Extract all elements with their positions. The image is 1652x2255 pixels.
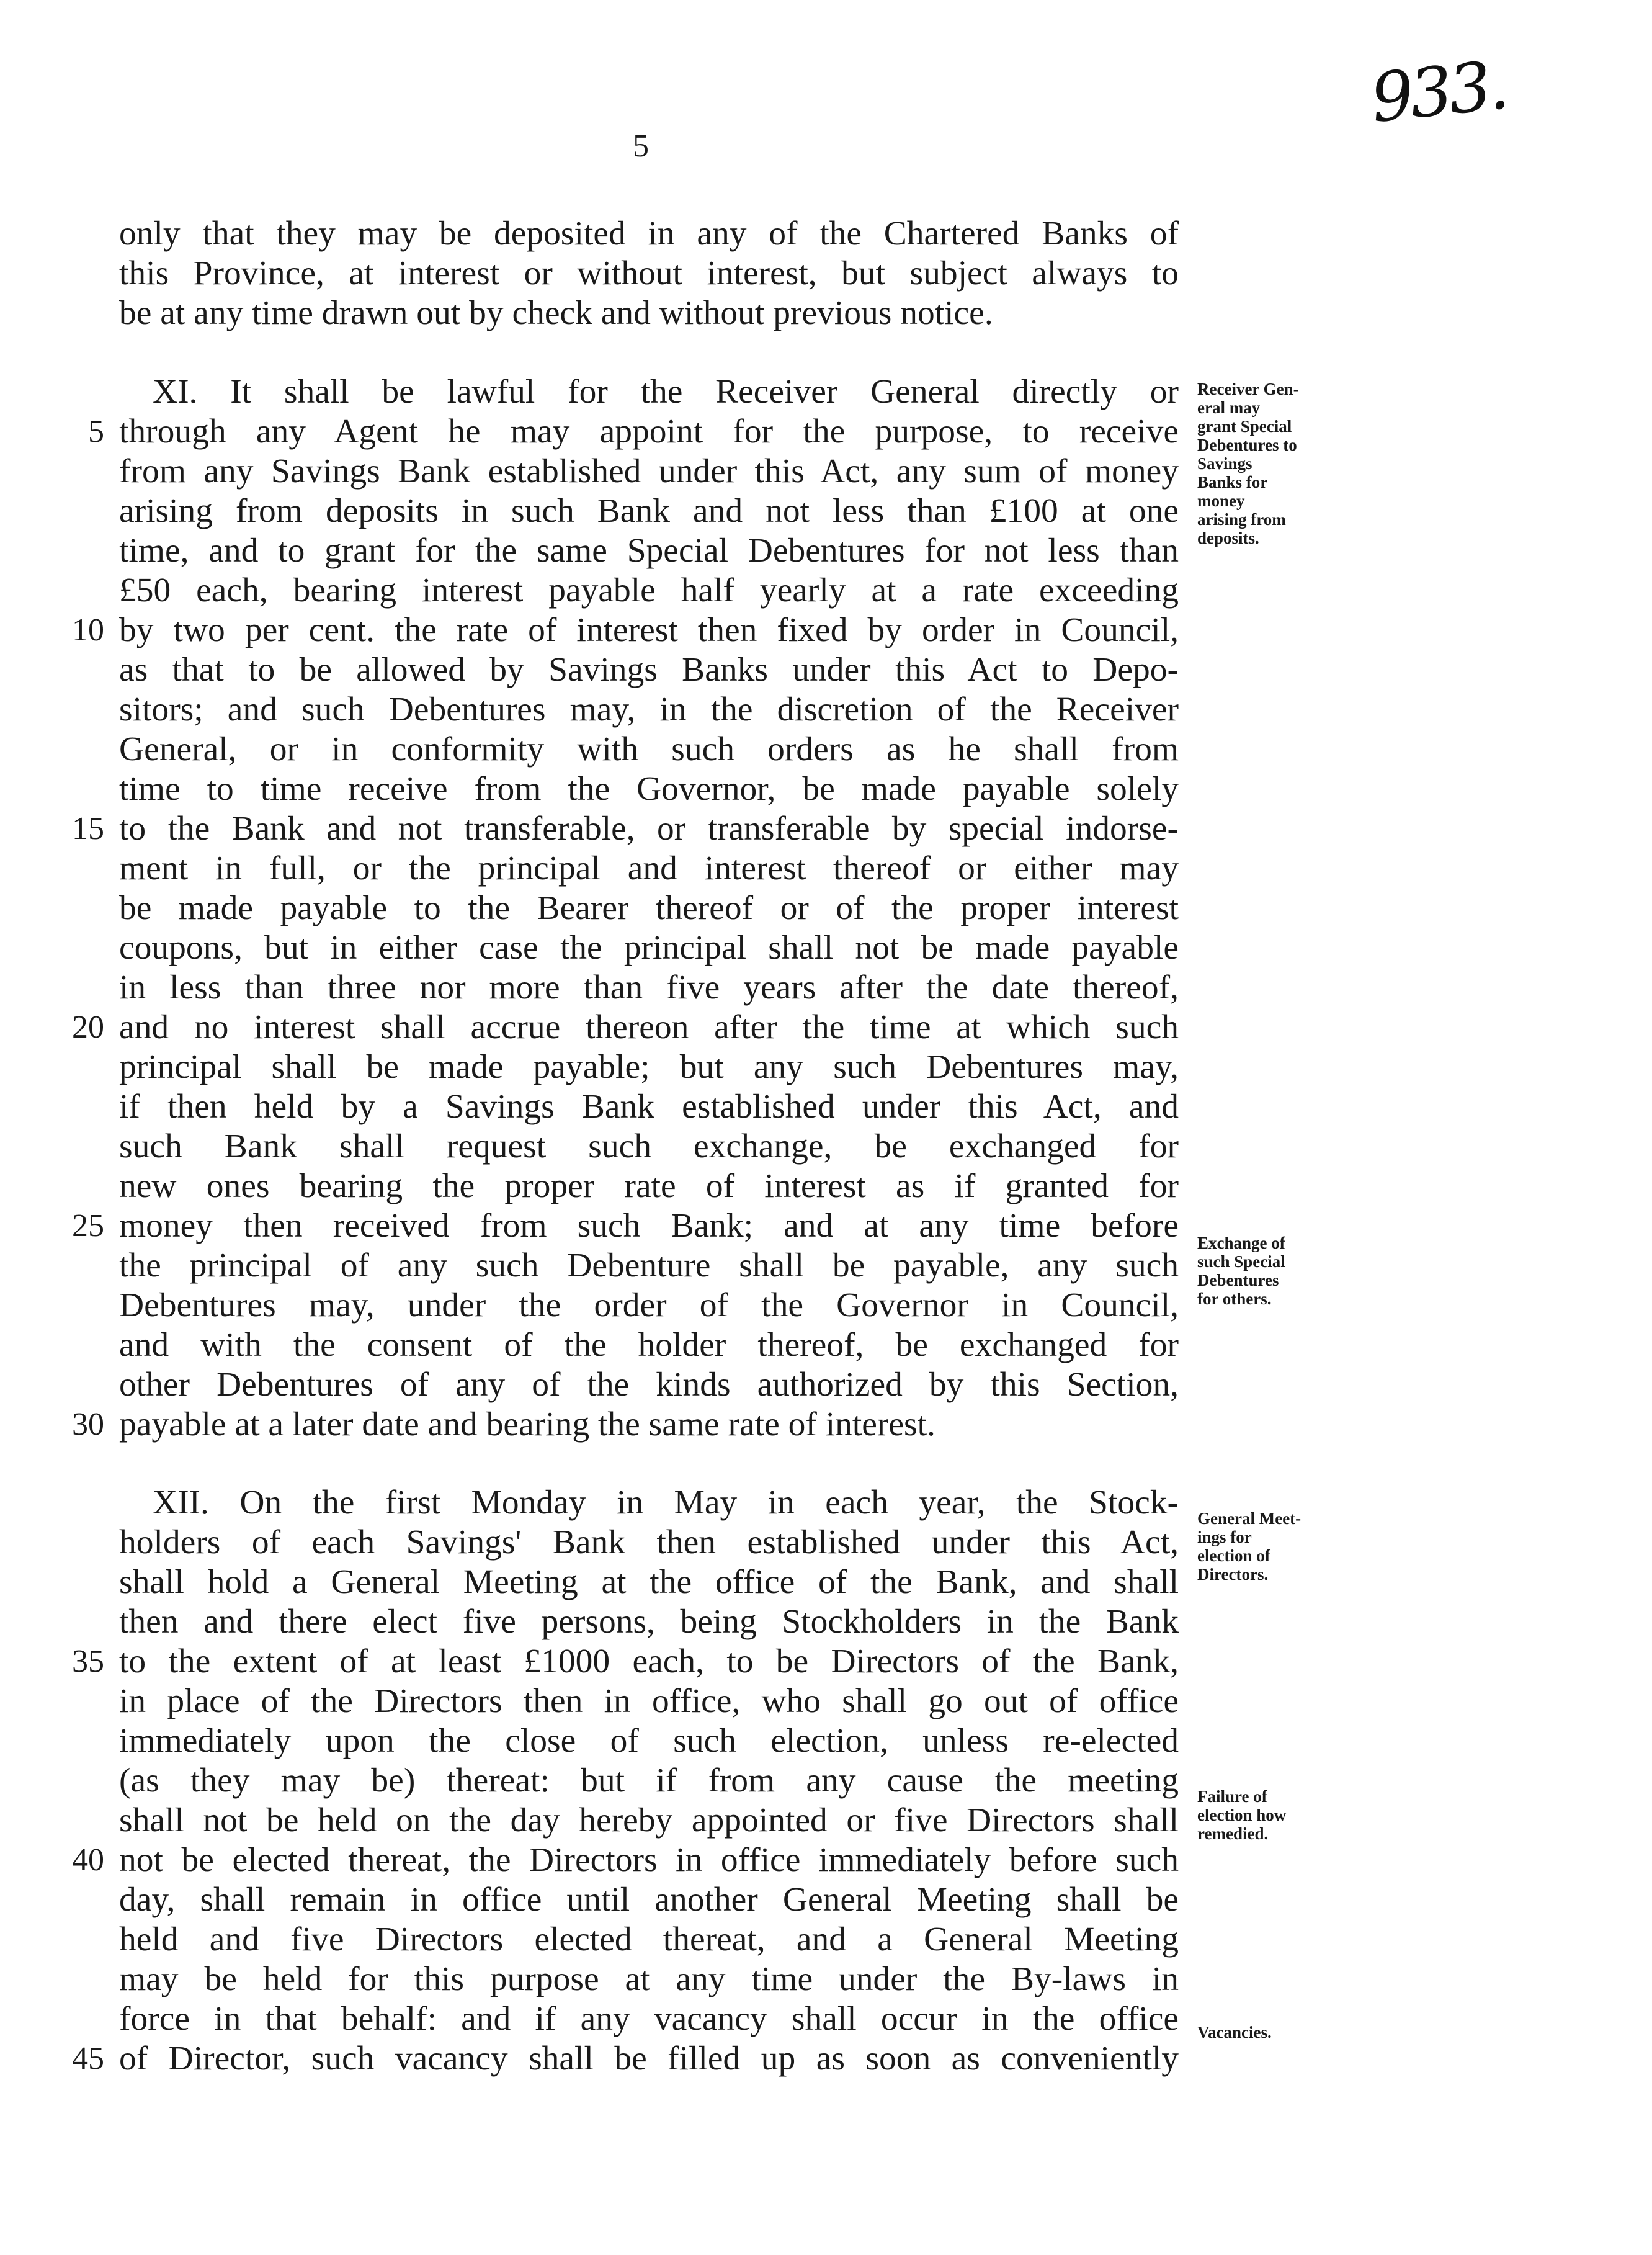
text-line: the principal of any such Debenture shall be payable, any such — [119, 1247, 1179, 1284]
line-number: 5 — [88, 414, 104, 449]
paragraph-continuation — [119, 214, 1179, 333]
text-line: force in that behalf: and if any vacancy shall occur in the office — [119, 2000, 1179, 2038]
text-line: £50 each, bearing interest payable half yearly at a rate exceeding — [119, 572, 1179, 609]
margin-note-line: election of — [1197, 1546, 1270, 1565]
margin-note-line: Debentures — [1197, 1271, 1279, 1289]
line-number: 10 — [72, 612, 104, 648]
text-line: as that to be allowed by Savings Banks under this Act to Depo- — [119, 651, 1179, 689]
margin-note-line: Banks for — [1197, 473, 1268, 491]
text-line: by two per cent. the rate of interest then fixed by order in Council, — [119, 611, 1179, 649]
text-line: holders of each Savings' Bank then established under this Act, — [119, 1523, 1179, 1561]
margin-note-line: Exchange of — [1197, 1234, 1285, 1252]
line-number: 15 — [72, 811, 104, 846]
margin-note-line: Savings — [1197, 454, 1252, 473]
text-line: and no interest shall accrue thereon after the time at which such — [119, 1008, 1179, 1046]
margin-note-line: such Special — [1197, 1252, 1285, 1271]
margin-note-line: General Meet- — [1197, 1509, 1302, 1528]
text-line: and with the consent of the holder thereof, be exchanged for — [119, 1326, 1179, 1364]
text-line: new ones bearing the proper rate of interest as if granted for — [119, 1167, 1179, 1205]
margin-note-line: deposits. — [1197, 529, 1259, 547]
text-line: principal shall be made payable; but any such Debentures may, — [119, 1048, 1179, 1086]
margin-note-line: election how — [1197, 1806, 1287, 1824]
line-number: 30 — [72, 1407, 104, 1442]
text-line: XII. On the first Monday in May in each year, the Stock- — [153, 1484, 1179, 1522]
text-line: time, and to grant for the same Special Debentures for not less than — [119, 532, 1179, 570]
margin-note-line: money — [1197, 491, 1245, 510]
margin-note-line: Vacancies. — [1197, 2023, 1272, 2042]
text-line: immediately upon the close of such election, unless re-elected — [119, 1722, 1179, 1760]
line-number: 45 — [72, 2041, 104, 2076]
text-line: in less than three nor more than five years after the date thereof, — [119, 969, 1179, 1006]
text-line: Debentures may, under the order of the Governor in Council, — [119, 1286, 1179, 1324]
text-line: day, shall remain in office until another General Meeting shall be — [119, 1881, 1179, 1919]
text-line: held and five Directors elected thereat, and a General Meeting — [119, 1921, 1179, 1958]
margin-note-exchange — [1197, 1234, 1383, 1308]
text-line: be made payable to the Bearer thereof or of the proper interest — [119, 889, 1179, 927]
text-line: payable at a later date and bearing the same rate of interest. — [119, 1405, 935, 1443]
margin-note-line: Directors. — [1197, 1565, 1269, 1584]
text-line: General, or in conformity with such orders as he shall from — [119, 730, 1179, 768]
line-number: 20 — [72, 1010, 104, 1045]
section-xii — [119, 1483, 1179, 2079]
line-number: 25 — [72, 1208, 104, 1244]
line-number: 40 — [72, 1842, 104, 1878]
page-number: 5 — [633, 128, 649, 164]
margin-note-general-meetings — [1197, 1509, 1383, 1584]
folio-mark: 933. — [1367, 47, 1509, 138]
margin-note-vacancies — [1197, 2023, 1383, 2042]
text-line: shall not be held on the day hereby appointed or five Directors shall — [119, 1801, 1179, 1839]
text-line: if then held by a Savings Bank established under this Act, and — [119, 1088, 1179, 1126]
text-line: then and there elect five persons, being Stockholders in the Bank — [119, 1603, 1179, 1641]
margin-note-line: arising from — [1197, 510, 1286, 529]
text-line: of Director, such vacancy shall be filled up as soon as conveniently — [119, 2040, 1179, 2078]
margin-note-receiver-general — [1197, 380, 1383, 547]
margin-note-line: ings for — [1197, 1528, 1252, 1546]
margin-note-line: for others. — [1197, 1289, 1272, 1308]
text-line: time to time receive from the Governor, be made payable solely — [119, 770, 1179, 808]
text-line: coupons, but in either case the principal shall not be made payable — [119, 929, 1179, 967]
text-line: in place of the Directors then in office, who shall go out of office — [119, 1682, 1179, 1720]
text-line: this Province, at interest or without interest, but subject always to — [119, 254, 1179, 292]
margin-note-line: Failure of — [1197, 1787, 1267, 1806]
text-line: to the extent of at least £1000 each, to be Directors of the Bank, — [119, 1643, 1179, 1680]
section-xi — [119, 372, 1179, 1445]
text-line: other Debentures of any of the kinds authorized by this Section, — [119, 1366, 1179, 1404]
text-line: to the Bank and not transferable, or transferable by special indorse- — [119, 810, 1179, 848]
text-line: (as they may be) thereat: but if from any cause the meeting — [119, 1762, 1179, 1800]
margin-note-line: Debentures to — [1197, 436, 1297, 454]
margin-note-failure — [1197, 1787, 1383, 1843]
text-line: money then received from such Bank; and at any time before — [119, 1207, 1179, 1245]
text-line: sitors; and such Debentures may, in the discretion of the Receiver — [119, 691, 1179, 729]
text-line: be at any time drawn out by check and without previous notice. — [119, 294, 993, 332]
margin-note-line: grant Special — [1197, 417, 1292, 436]
text-line: only that they may be deposited in any of the Chartered Banks of — [119, 215, 1179, 253]
line-number: 35 — [72, 1644, 104, 1679]
text-line: from any Savings Bank established under this Act, any sum of money — [119, 452, 1179, 490]
text-line: not be elected thereat, the Directors in office immediately before such — [119, 1841, 1179, 1879]
text-line: through any Agent he may appoint for the purpose, to receive — [119, 413, 1179, 451]
text-line: such Bank shall request such exchange, be exchanged for — [119, 1128, 1179, 1165]
text-line: XI. It shall be lawful for the Receiver General directly or — [153, 373, 1179, 411]
margin-note-line: eral may — [1197, 398, 1261, 417]
text-line: ment in full, or the principal and interest thereof or either may — [119, 850, 1179, 887]
margin-note-line: remedied. — [1197, 1824, 1269, 1843]
text-line: may be held for this purpose at any time under the By-laws in — [119, 1960, 1179, 1998]
text-line: arising from deposits in such Bank and not less than £100 at one — [119, 492, 1179, 530]
text-line: shall hold a General Meeting at the office of the Bank, and shall — [119, 1563, 1179, 1601]
margin-note-line: Receiver Gen- — [1197, 380, 1299, 398]
